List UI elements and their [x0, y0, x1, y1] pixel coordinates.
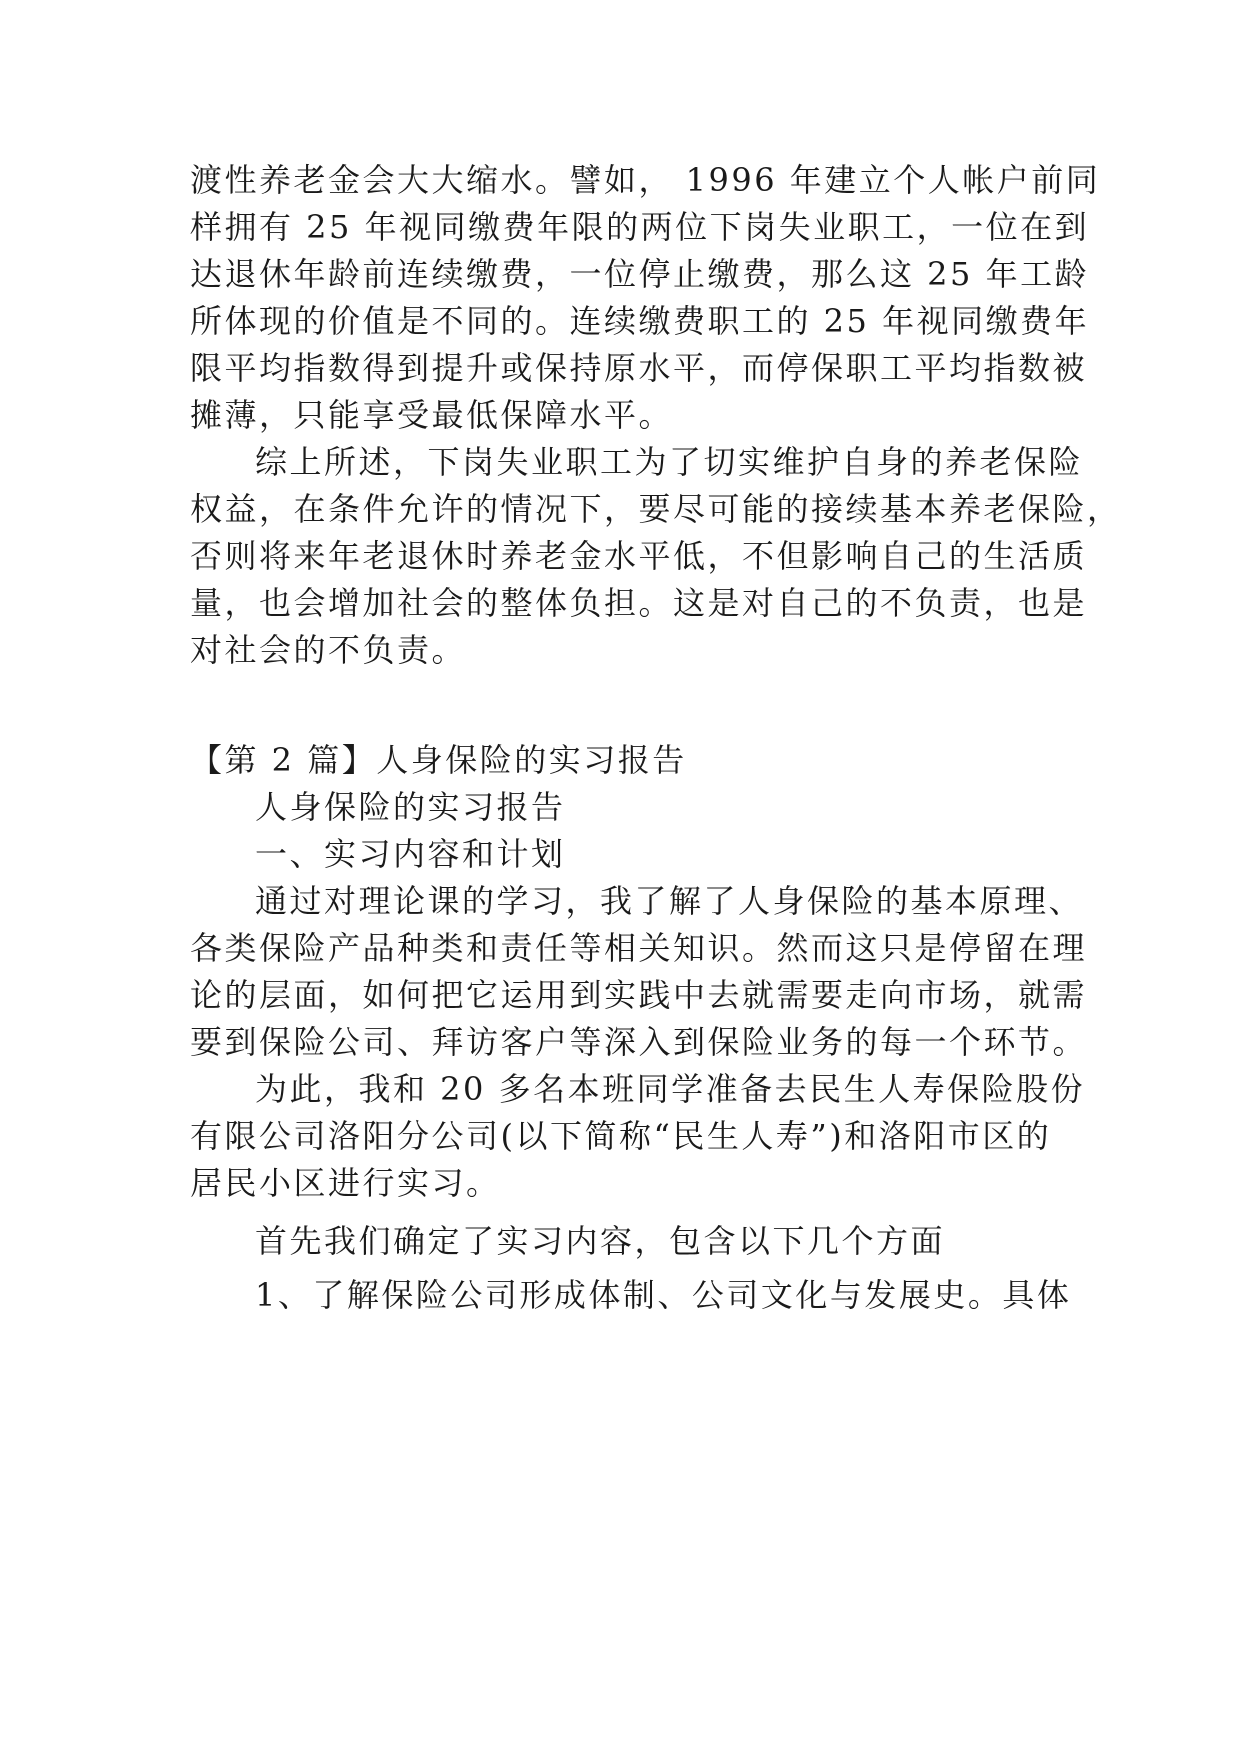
paragraph-line: 权益，在条件允许的情况下，要尽可能的接续基本养老保险， [190, 490, 1122, 528]
paragraph-line: 量，也会增加社会的整体负担。这是对自己的不负责，也是 [190, 584, 1088, 622]
subheading: 一、实习内容和计划 [255, 835, 566, 873]
paragraph-line: 摊薄，只能享受最低保障水平。 [190, 396, 674, 434]
paragraph-line: 首先我们确定了实习内容，包含以下几个方面 [255, 1222, 946, 1260]
paragraph-line: 有限公司洛阳分公司(以下简称“民生人寿”)和洛阳市区的 [190, 1117, 1052, 1155]
section-heading: 【第 2 篇】人身保险的实习报告 [190, 741, 687, 779]
paragraph-line: 1、了解保险公司形成体制、公司文化与发展史。具体 [255, 1276, 1072, 1314]
paragraph-line: 居民小区进行实习。 [190, 1164, 501, 1202]
paragraph-line: 为此，我和 20 多名本班同学准备去民生人寿保险股份 [255, 1070, 1086, 1108]
paragraph-line: 综上所述，下岗失业职工为了切实维护自身的养老保险 [255, 443, 1084, 481]
paragraph-line: 渡性养老金会大大缩水。譬如， 1996 年建立个人帐户前同 [190, 161, 1101, 199]
paragraph-line: 论的层面，如何把它运用到实践中去就需要走向市场，就需 [190, 976, 1088, 1014]
paragraph-line: 限平均指数得到提升或保持原水平，而停保职工平均指数被 [190, 349, 1088, 387]
paragraph-line: 否则将来年老退休时养老金水平低，不但影响自己的生活质 [190, 537, 1088, 575]
paragraph-line: 各类保险产品种类和责任等相关知识。然而这只是停留在理 [190, 929, 1088, 967]
paragraph-line: 达退休年龄前连续缴费，一位停止缴费，那么这 25 年工龄 [190, 255, 1090, 293]
paragraph-line: 所体现的价值是不同的。连续缴费职工的 25 年视同缴费年 [190, 302, 1090, 340]
paragraph-line: 对社会的不负责。 [190, 631, 467, 669]
report-title: 人身保险的实习报告 [255, 788, 566, 826]
paragraph-line: 通过对理论课的学习，我了解了人身保险的基本原理、 [255, 882, 1084, 920]
paragraph-line: 要到保险公司、拜访客户等深入到保险业务的每一个环节。 [190, 1023, 1088, 1061]
paragraph-line: 样拥有 25 年视同缴费年限的两位下岗失业职工，一位在到 [190, 208, 1090, 246]
